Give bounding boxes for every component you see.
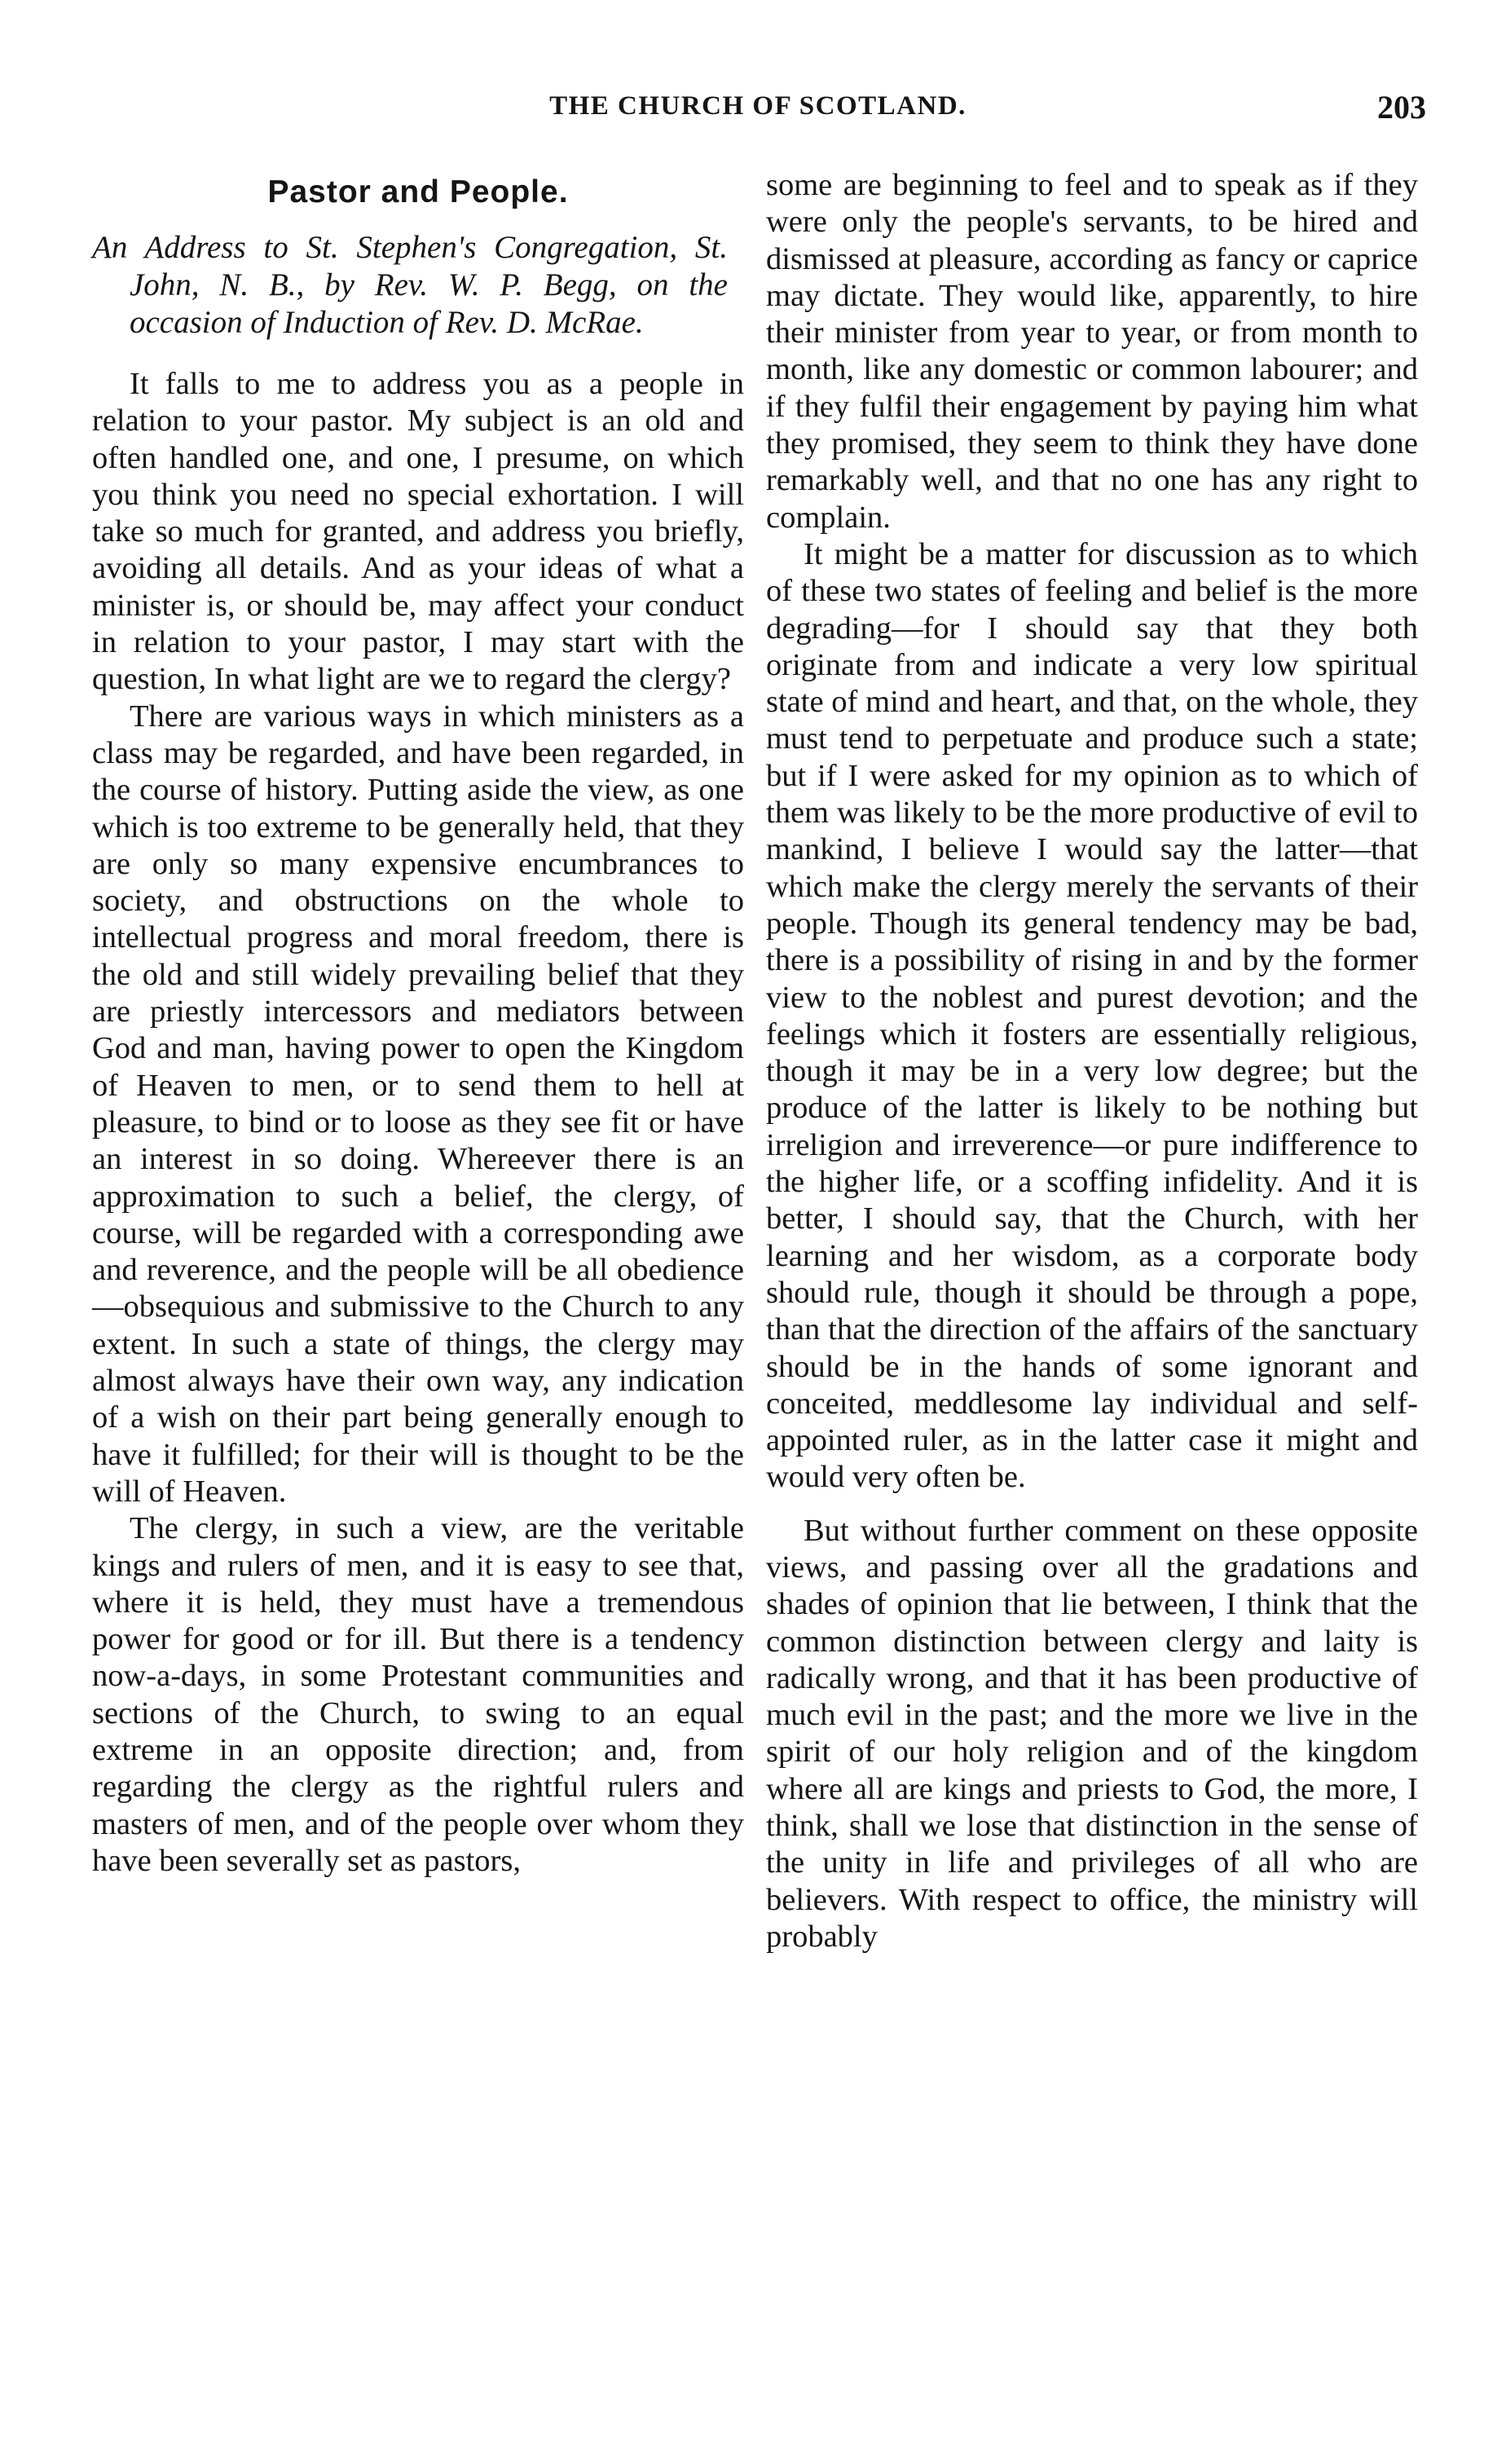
- article-subtitle: An Address to St. Stephen's Congregation, St. John, N. B., by Rev. W. P. Begg, on the occasion of Induction of Rev. D. McRae.: [92, 230, 728, 340]
- article-title: Pastor and People.: [267, 174, 569, 209]
- left-column: [92, 167, 744, 1880]
- running-head: [90, 91, 1426, 132]
- paragraph: The clergy, in such a view, are the veritable kings and rulers of men, and it is easy to see that, where it is held, they must have a tremendous power for good or for ill. But there is a tendency now-a-days, in some Protestant communities and sections of the Church, to swing to an equal extreme in an opposite direction; and, from regarding the clergy as the rightful rulers and masters of men, and of the people over whom they have been severally set as pastors,: [92, 1511, 744, 1878]
- running-title: THE CHURCH OF SCOTLAND.: [549, 91, 967, 121]
- paragraph: It falls to me to address you as a people in relation to your pastor. My subject is an old and often handled one, and one, I presume, on which you think you need no special exhortation. I will take so much for granted, and address you briefly, avoiding all details. And as your ideas of what a minister is, or should be, may affect your conduct in relation to your pastor, I may start with the question, In what light are we to regard the clergy?: [92, 367, 744, 697]
- page-number: 203: [1377, 89, 1426, 126]
- right-column: [766, 167, 1418, 1955]
- paragraph: There are various ways in which ministers as a class may be regarded, and have been regarded, in the course of history. Putting aside the view, as one which is too extreme to be generally held, that they are only so many expensive encumbrances to society, and obstructions on the whole to intellectual progress and moral freedom, there is the old and still widely prevailing belief that they are priestly intercessors and mediators between God and man, having power to open the Kingdom of Heaven to men, or to send them to hell at pleasure, to bind or to loose as they see fit or have an interest in so doing. Whereever there is an approximation to such a belief, the clergy, of course, will be regarded with a corresponding awe and reverence, and the people will be all obedience—obsequious and submissive to the Church to any extent. In such a state of things, the clergy may almost always have their own way, any indication of a wish on their part being generally enough to have it fulfilled; for their will is thought to be the will of Heaven.: [92, 699, 744, 1509]
- paragraph: It might be a matter for discussion as to which of these two states of feeling and belief is the more degrading—for I should say that they both originate from and indicate a very low spiritual state of mind and heart, and that, on the whole, they must tend to perpetuate and produce such a state; but if I were asked for my opinion as to which of them was likely to be the more productive of evil to mankind, I believe I would say the latter—that which make the clergy merely the servants of their people. Though its general tendency may be bad, there is a possibility of rising in and by the former view to the noblest and purest devotion; and the feelings which it fosters are essentially religious, though it may be in a very low degree; but the produce of the latter is likely to be nothing but irreligion and irreverence—or pure indifference to the higher life, or a scoffing infidelity. And it is better, I should say, that the Church, with her learning and her wisdom, as a corporate body should rule, though it should be through a pope, than that the direction of the affairs of the sanctuary should be in the hands of some ignorant and conceited, meddlesome lay individual and self-appointed ruler, as in the latter case it might and would very often be.: [766, 536, 1418, 1495]
- paragraph-continued: some are beginning to feel and to speak as if they were only the people's servants, to be hired and dismissed at pleasure, according as fancy or caprice may dictate. They would like, apparently, to hire their minister from year to year, or from month to month, like any domestic or common labourer; and if they fulfil their engagement by paying him what they promised, they seem to think they have done remarkably well, and that no one has any right to complain.: [766, 168, 1418, 535]
- paragraph: But without further comment on these opposite views, and passing over all the gradations and shades of opinion that lie between, I think that the common distinction between clergy and laity is radically wrong, and that it has been productive of much evil in the past; and the more we live in the spirit of our holy religion and of the kingdom where all are kings and priests to God, the more, I think, shall we lose that distinction in the sense of the unity in life and privileges of all who are believers. With respect to office, the ministry will probably: [766, 1513, 1418, 1954]
